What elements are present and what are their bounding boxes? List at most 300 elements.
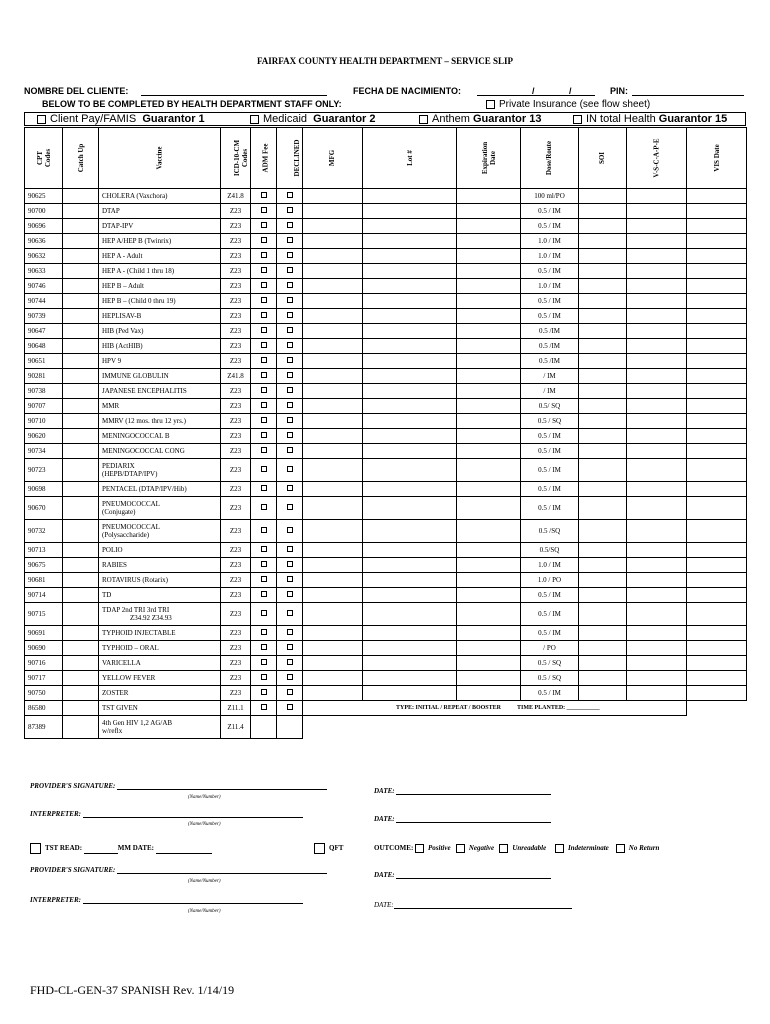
- catch-up-cell[interactable]: [63, 384, 99, 399]
- catch-up-cell[interactable]: [63, 219, 99, 234]
- vis-date-cell[interactable]: [687, 573, 747, 588]
- interpreter-line[interactable]: [83, 817, 303, 818]
- vscape-cell[interactable]: [627, 204, 687, 219]
- adm-fee-checkbox[interactable]: [261, 610, 267, 616]
- expiration-cell[interactable]: [457, 384, 521, 399]
- catch-up-cell[interactable]: [63, 603, 99, 626]
- mfg-cell[interactable]: [303, 399, 363, 414]
- vis-date-cell[interactable]: [687, 588, 747, 603]
- declined-checkbox[interactable]: [287, 546, 293, 552]
- adm-fee-checkbox[interactable]: [261, 417, 267, 423]
- adm-fee-checkbox[interactable]: [261, 192, 267, 198]
- soi-cell[interactable]: [579, 219, 627, 234]
- soi-cell[interactable]: [579, 204, 627, 219]
- lot-cell[interactable]: [363, 369, 457, 384]
- soi-cell[interactable]: [579, 641, 627, 656]
- declined-checkbox[interactable]: [287, 629, 293, 635]
- expiration-cell[interactable]: [457, 497, 521, 520]
- mfg-cell[interactable]: [303, 354, 363, 369]
- expiration-cell[interactable]: [457, 520, 521, 543]
- guarantor-15-checkbox[interactable]: [573, 115, 582, 124]
- mfg-cell[interactable]: [303, 429, 363, 444]
- unreadable-checkbox[interactable]: [499, 844, 508, 853]
- declined-checkbox[interactable]: [287, 527, 293, 533]
- expiration-cell[interactable]: [457, 219, 521, 234]
- adm-fee-checkbox[interactable]: [261, 357, 267, 363]
- lot-cell[interactable]: [363, 294, 457, 309]
- declined-checkbox[interactable]: [287, 252, 293, 258]
- catch-up-cell[interactable]: [63, 543, 99, 558]
- declined-checkbox[interactable]: [287, 267, 293, 273]
- qft-option[interactable]: [314, 843, 343, 854]
- adm-fee-checkbox[interactable]: [261, 387, 267, 393]
- vis-date-cell[interactable]: [687, 204, 747, 219]
- catch-up-cell[interactable]: [63, 497, 99, 520]
- vis-date-cell[interactable]: [687, 444, 747, 459]
- mfg-cell[interactable]: [303, 588, 363, 603]
- vis-date-cell[interactable]: [687, 264, 747, 279]
- expiration-cell[interactable]: [457, 482, 521, 497]
- adm-fee-checkbox[interactable]: [261, 504, 267, 510]
- catch-up-cell[interactable]: [63, 279, 99, 294]
- adm-fee-checkbox[interactable]: [261, 644, 267, 650]
- declined-checkbox[interactable]: [287, 447, 293, 453]
- vscape-cell[interactable]: [627, 603, 687, 626]
- vis-date-cell[interactable]: [687, 414, 747, 429]
- vis-date-cell[interactable]: [687, 309, 747, 324]
- declined-checkbox[interactable]: [287, 192, 293, 198]
- vis-date-cell[interactable]: [687, 543, 747, 558]
- adm-fee-checkbox[interactable]: [261, 704, 267, 710]
- lot-cell[interactable]: [363, 543, 457, 558]
- catch-up-cell[interactable]: [63, 309, 99, 324]
- soi-cell[interactable]: [579, 573, 627, 588]
- provider-signature-line[interactable]: [117, 789, 327, 790]
- soi-cell[interactable]: [579, 626, 627, 641]
- lot-cell[interactable]: [363, 204, 457, 219]
- adm-fee-checkbox[interactable]: [261, 267, 267, 273]
- tst-read-date-line[interactable]: [156, 853, 212, 854]
- vscape-cell[interactable]: [627, 482, 687, 497]
- negative-checkbox[interactable]: [456, 844, 465, 853]
- vscape-cell[interactable]: [627, 369, 687, 384]
- pin-field[interactable]: [632, 86, 744, 96]
- soi-cell[interactable]: [579, 520, 627, 543]
- declined-checkbox[interactable]: [287, 561, 293, 567]
- mfg-cell[interactable]: [303, 444, 363, 459]
- lot-cell[interactable]: [363, 558, 457, 573]
- adm-fee-checkbox[interactable]: [261, 237, 267, 243]
- lot-cell[interactable]: [363, 482, 457, 497]
- declined-checkbox[interactable]: [287, 297, 293, 303]
- catch-up-cell[interactable]: [63, 294, 99, 309]
- declined-checkbox[interactable]: [287, 207, 293, 213]
- vis-date-cell[interactable]: [687, 294, 747, 309]
- vscape-cell[interactable]: [627, 294, 687, 309]
- expiration-cell[interactable]: [457, 369, 521, 384]
- declined-checkbox[interactable]: [287, 372, 293, 378]
- interpreter-line[interactable]: [83, 903, 303, 904]
- adm-fee-checkbox[interactable]: [261, 659, 267, 665]
- declined-checkbox[interactable]: [287, 689, 293, 695]
- guarantor-1-option[interactable]: [37, 113, 205, 125]
- declined-checkbox[interactable]: [287, 591, 293, 597]
- vscape-cell[interactable]: [627, 309, 687, 324]
- soi-cell[interactable]: [579, 656, 627, 671]
- vscape-cell[interactable]: [627, 324, 687, 339]
- private-insurance-option[interactable]: [486, 99, 650, 110]
- guarantor-1-checkbox[interactable]: [37, 115, 46, 124]
- vis-date-cell[interactable]: [687, 384, 747, 399]
- soi-cell[interactable]: [579, 249, 627, 264]
- date-line[interactable]: [396, 822, 551, 823]
- expiration-cell[interactable]: [457, 444, 521, 459]
- vis-date-cell[interactable]: [687, 279, 747, 294]
- vis-date-cell[interactable]: [687, 641, 747, 656]
- vscape-cell[interactable]: [627, 588, 687, 603]
- lot-cell[interactable]: [363, 497, 457, 520]
- adm-fee-checkbox[interactable]: [261, 576, 267, 582]
- vis-date-cell[interactable]: [687, 603, 747, 626]
- vis-date-cell[interactable]: [687, 497, 747, 520]
- expiration-cell[interactable]: [457, 399, 521, 414]
- indeterminate-checkbox[interactable]: [555, 844, 564, 853]
- expiration-cell[interactable]: [457, 264, 521, 279]
- vscape-cell[interactable]: [627, 641, 687, 656]
- expiration-cell[interactable]: [457, 656, 521, 671]
- soi-cell[interactable]: [579, 294, 627, 309]
- lot-cell[interactable]: [363, 444, 457, 459]
- adm-fee-checkbox[interactable]: [261, 312, 267, 318]
- adm-fee-checkbox[interactable]: [261, 402, 267, 408]
- vscape-cell[interactable]: [627, 497, 687, 520]
- declined-checkbox[interactable]: [287, 576, 293, 582]
- vscape-cell[interactable]: [627, 384, 687, 399]
- lot-cell[interactable]: [363, 656, 457, 671]
- soi-cell[interactable]: [579, 543, 627, 558]
- expiration-cell[interactable]: [457, 324, 521, 339]
- expiration-cell[interactable]: [457, 234, 521, 249]
- expiration-cell[interactable]: [457, 573, 521, 588]
- declined-checkbox[interactable]: [287, 432, 293, 438]
- catch-up-cell[interactable]: [63, 354, 99, 369]
- date-line[interactable]: [396, 878, 551, 879]
- vis-date-cell[interactable]: [687, 429, 747, 444]
- vscape-cell[interactable]: [627, 414, 687, 429]
- adm-fee-checkbox[interactable]: [261, 546, 267, 552]
- private-insurance-checkbox[interactable]: [486, 100, 495, 109]
- vscape-cell[interactable]: [627, 264, 687, 279]
- lot-cell[interactable]: [363, 219, 457, 234]
- soi-cell[interactable]: [579, 686, 627, 701]
- expiration-cell[interactable]: [457, 339, 521, 354]
- lot-cell[interactable]: [363, 234, 457, 249]
- expiration-cell[interactable]: [457, 671, 521, 686]
- declined-checkbox[interactable]: [287, 659, 293, 665]
- adm-fee-checkbox[interactable]: [261, 629, 267, 635]
- tst-read-mm-line[interactable]: [84, 853, 118, 854]
- vscape-cell[interactable]: [627, 558, 687, 573]
- lot-cell[interactable]: [363, 429, 457, 444]
- lot-cell[interactable]: [363, 264, 457, 279]
- declined-checkbox[interactable]: [287, 357, 293, 363]
- vscape-cell[interactable]: [627, 671, 687, 686]
- vscape-cell[interactable]: [627, 189, 687, 204]
- expiration-cell[interactable]: [457, 603, 521, 626]
- vscape-cell[interactable]: [627, 626, 687, 641]
- soi-cell[interactable]: [579, 497, 627, 520]
- soi-cell[interactable]: [579, 482, 627, 497]
- declined-checkbox[interactable]: [287, 644, 293, 650]
- adm-fee-checkbox[interactable]: [261, 591, 267, 597]
- declined-checkbox[interactable]: [287, 466, 293, 472]
- mfg-cell[interactable]: [303, 459, 363, 482]
- soi-cell[interactable]: [579, 279, 627, 294]
- catch-up-cell[interactable]: [63, 701, 99, 716]
- adm-fee-checkbox[interactable]: [261, 252, 267, 258]
- mfg-cell[interactable]: [303, 520, 363, 543]
- catch-up-cell[interactable]: [63, 429, 99, 444]
- mfg-cell[interactable]: [303, 384, 363, 399]
- catch-up-cell[interactable]: [63, 626, 99, 641]
- declined-checkbox[interactable]: [287, 327, 293, 333]
- guarantor-15-option[interactable]: [573, 113, 727, 125]
- adm-fee-checkbox[interactable]: [261, 674, 267, 680]
- lot-cell[interactable]: [363, 520, 457, 543]
- mfg-cell[interactable]: [303, 249, 363, 264]
- vis-date-cell[interactable]: [687, 219, 747, 234]
- vis-date-cell[interactable]: [687, 656, 747, 671]
- expiration-cell[interactable]: [457, 294, 521, 309]
- catch-up-cell[interactable]: [63, 573, 99, 588]
- soi-cell[interactable]: [579, 354, 627, 369]
- declined-checkbox[interactable]: [287, 387, 293, 393]
- mfg-cell[interactable]: [303, 309, 363, 324]
- lot-cell[interactable]: [363, 384, 457, 399]
- mfg-cell[interactable]: [303, 204, 363, 219]
- catch-up-cell[interactable]: [63, 264, 99, 279]
- catch-up-cell[interactable]: [63, 414, 99, 429]
- vis-date-cell[interactable]: [687, 234, 747, 249]
- adm-fee-checkbox[interactable]: [261, 432, 267, 438]
- vscape-cell[interactable]: [627, 219, 687, 234]
- vis-date-cell[interactable]: [687, 369, 747, 384]
- vscape-cell[interactable]: [627, 279, 687, 294]
- declined-checkbox[interactable]: [287, 402, 293, 408]
- vis-date-cell[interactable]: [687, 482, 747, 497]
- expiration-cell[interactable]: [457, 204, 521, 219]
- declined-checkbox[interactable]: [287, 674, 293, 680]
- soi-cell[interactable]: [579, 558, 627, 573]
- vis-date-cell[interactable]: [687, 354, 747, 369]
- mfg-cell[interactable]: [303, 219, 363, 234]
- adm-fee-checkbox[interactable]: [261, 447, 267, 453]
- no-return-checkbox[interactable]: [616, 844, 625, 853]
- adm-fee-checkbox[interactable]: [261, 297, 267, 303]
- vis-date-cell[interactable]: [687, 671, 747, 686]
- soi-cell[interactable]: [579, 384, 627, 399]
- declined-checkbox[interactable]: [287, 342, 293, 348]
- expiration-cell[interactable]: [457, 249, 521, 264]
- vscape-cell[interactable]: [627, 354, 687, 369]
- lot-cell[interactable]: [363, 671, 457, 686]
- vscape-cell[interactable]: [627, 543, 687, 558]
- mfg-cell[interactable]: [303, 294, 363, 309]
- adm-fee-checkbox[interactable]: [261, 342, 267, 348]
- mfg-cell[interactable]: [303, 497, 363, 520]
- expiration-cell[interactable]: [457, 189, 521, 204]
- catch-up-cell[interactable]: [63, 399, 99, 414]
- vscape-cell[interactable]: [627, 339, 687, 354]
- vscape-cell[interactable]: [627, 234, 687, 249]
- expiration-cell[interactable]: [457, 459, 521, 482]
- soi-cell[interactable]: [579, 414, 627, 429]
- lot-cell[interactable]: [363, 309, 457, 324]
- expiration-cell[interactable]: [457, 641, 521, 656]
- adm-fee-checkbox[interactable]: [261, 222, 267, 228]
- soi-cell[interactable]: [579, 399, 627, 414]
- lot-cell[interactable]: [363, 324, 457, 339]
- soi-cell[interactable]: [579, 324, 627, 339]
- mfg-cell[interactable]: [303, 339, 363, 354]
- soi-cell[interactable]: [579, 369, 627, 384]
- catch-up-cell[interactable]: [63, 558, 99, 573]
- declined-checkbox[interactable]: [287, 704, 293, 710]
- catch-up-cell[interactable]: [63, 588, 99, 603]
- catch-up-cell[interactable]: [63, 369, 99, 384]
- expiration-cell[interactable]: [457, 686, 521, 701]
- expiration-cell[interactable]: [457, 429, 521, 444]
- mfg-cell[interactable]: [303, 279, 363, 294]
- vscape-cell[interactable]: [627, 686, 687, 701]
- vscape-cell[interactable]: [627, 459, 687, 482]
- expiration-cell[interactable]: [457, 543, 521, 558]
- catch-up-cell[interactable]: [63, 339, 99, 354]
- vis-date-cell[interactable]: [687, 339, 747, 354]
- expiration-cell[interactable]: [457, 309, 521, 324]
- lot-cell[interactable]: [363, 459, 457, 482]
- expiration-cell[interactable]: [457, 279, 521, 294]
- mfg-cell[interactable]: [303, 656, 363, 671]
- vscape-cell[interactable]: [627, 520, 687, 543]
- mfg-cell[interactable]: [303, 369, 363, 384]
- declined-checkbox[interactable]: [287, 312, 293, 318]
- lot-cell[interactable]: [363, 354, 457, 369]
- catch-up-cell[interactable]: [63, 716, 99, 739]
- catch-up-cell[interactable]: [63, 324, 99, 339]
- lot-cell[interactable]: [363, 189, 457, 204]
- lot-cell[interactable]: [363, 279, 457, 294]
- mfg-cell[interactable]: [303, 543, 363, 558]
- vscape-cell[interactable]: [627, 429, 687, 444]
- expiration-cell[interactable]: [457, 588, 521, 603]
- catch-up-cell[interactable]: [63, 686, 99, 701]
- provider-signature-line[interactable]: [117, 873, 327, 874]
- adm-fee-checkbox[interactable]: [261, 207, 267, 213]
- catch-up-cell[interactable]: [63, 444, 99, 459]
- expiration-cell[interactable]: [457, 626, 521, 641]
- soi-cell[interactable]: [579, 309, 627, 324]
- catch-up-cell[interactable]: [63, 459, 99, 482]
- declined-checkbox[interactable]: [287, 237, 293, 243]
- catch-up-cell[interactable]: [63, 656, 99, 671]
- soi-cell[interactable]: [579, 189, 627, 204]
- soi-cell[interactable]: [579, 603, 627, 626]
- mfg-cell[interactable]: [303, 671, 363, 686]
- lot-cell[interactable]: [363, 414, 457, 429]
- soi-cell[interactable]: [579, 264, 627, 279]
- adm-fee-checkbox[interactable]: [261, 527, 267, 533]
- adm-fee-checkbox[interactable]: [261, 466, 267, 472]
- soi-cell[interactable]: [579, 671, 627, 686]
- tst-read-checkbox[interactable]: [30, 843, 41, 854]
- vscape-cell[interactable]: [627, 249, 687, 264]
- mfg-cell[interactable]: [303, 414, 363, 429]
- vis-date-cell[interactable]: [687, 189, 747, 204]
- catch-up-cell[interactable]: [63, 671, 99, 686]
- soi-cell[interactable]: [579, 444, 627, 459]
- expiration-cell[interactable]: [457, 354, 521, 369]
- declined-checkbox[interactable]: [287, 282, 293, 288]
- mfg-cell[interactable]: [303, 189, 363, 204]
- guarantor-13-checkbox[interactable]: [419, 115, 428, 124]
- expiration-cell[interactable]: [457, 558, 521, 573]
- vis-date-cell[interactable]: [687, 520, 747, 543]
- lot-cell[interactable]: [363, 249, 457, 264]
- vis-date-cell[interactable]: [687, 399, 747, 414]
- catch-up-cell[interactable]: [63, 520, 99, 543]
- declined-checkbox[interactable]: [287, 417, 293, 423]
- adm-fee-checkbox[interactable]: [261, 282, 267, 288]
- mfg-cell[interactable]: [303, 641, 363, 656]
- vis-date-cell[interactable]: [687, 459, 747, 482]
- catch-up-cell[interactable]: [63, 189, 99, 204]
- declined-checkbox[interactable]: [287, 222, 293, 228]
- mfg-cell[interactable]: [303, 234, 363, 249]
- vscape-cell[interactable]: [627, 573, 687, 588]
- catch-up-cell[interactable]: [63, 204, 99, 219]
- mfg-cell[interactable]: [303, 626, 363, 641]
- mfg-cell[interactable]: [303, 686, 363, 701]
- catch-up-cell[interactable]: [63, 249, 99, 264]
- lot-cell[interactable]: [363, 603, 457, 626]
- lot-cell[interactable]: [363, 573, 457, 588]
- guarantor-13-option[interactable]: [419, 113, 541, 125]
- soi-cell[interactable]: [579, 429, 627, 444]
- adm-fee-checkbox[interactable]: [261, 372, 267, 378]
- declined-checkbox[interactable]: [287, 504, 293, 510]
- date-line[interactable]: [396, 794, 551, 795]
- soi-cell[interactable]: [579, 459, 627, 482]
- soi-cell[interactable]: [579, 234, 627, 249]
- adm-fee-checkbox[interactable]: [261, 485, 267, 491]
- mfg-cell[interactable]: [303, 482, 363, 497]
- catch-up-cell[interactable]: [63, 641, 99, 656]
- vis-date-cell[interactable]: [687, 686, 747, 701]
- catch-up-cell[interactable]: [63, 482, 99, 497]
- guarantor-2-checkbox[interactable]: [250, 115, 259, 124]
- soi-cell[interactable]: [579, 339, 627, 354]
- mfg-cell[interactable]: [303, 324, 363, 339]
- lot-cell[interactable]: [363, 686, 457, 701]
- guarantor-2-option[interactable]: [250, 113, 376, 125]
- declined-checkbox[interactable]: [287, 485, 293, 491]
- adm-fee-checkbox[interactable]: [261, 689, 267, 695]
- soi-cell[interactable]: [579, 588, 627, 603]
- vis-date-cell[interactable]: [687, 324, 747, 339]
- date-line[interactable]: [394, 908, 572, 909]
- vscape-cell[interactable]: [627, 399, 687, 414]
